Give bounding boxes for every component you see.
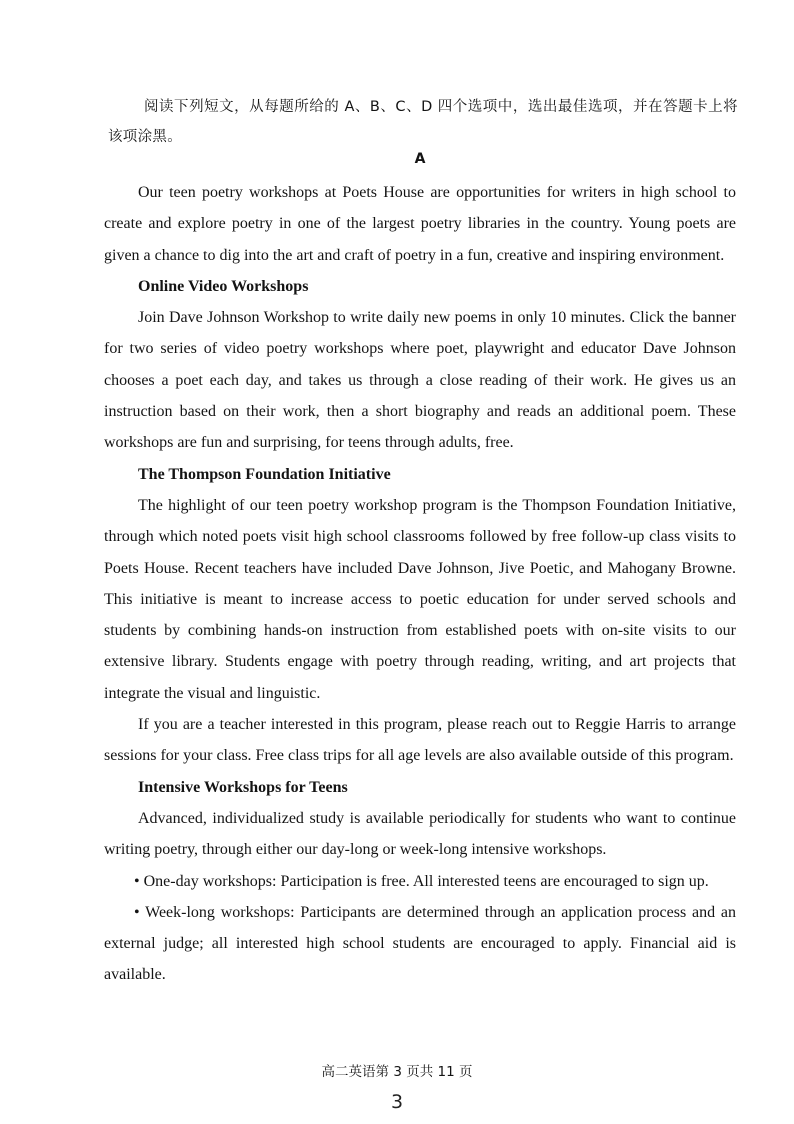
thompson-initiative-heading: The Thompson Foundation Initiative: [138, 465, 391, 483]
page-footer: 高二英语第 3 页共 11 页: [321, 1064, 473, 1080]
week-long-workshops-item: • Week-long workshops: Participants are determined through an application process and an external judge; all interested high school students are encouraged to apply. Financial aid is available.: [104, 903, 736, 984]
page-number: 3: [390, 1091, 404, 1113]
one-day-workshops-item: • One-day workshops: Participation is free. All interested teens are encouraged to sign up.: [134, 872, 709, 890]
online-workshops-paragraph: Join Dave Johnson Workshop to write daily new poems in only 10 minutes. Click the banner for two series of video poetry workshops where poet, playwright and educator Dave Johnson chooses a poet each day, and takes us through a close reading of their work. He gives us an instruction based on their work, then a short biography and reads an additional poem. These workshops are fun and surprising, for teens through adults, free.: [104, 309, 736, 452]
intensive-workshops-heading: Intensive Workshops for Teens: [138, 778, 348, 796]
intensive-workshops-paragraph: Advanced, individualized study is available periodically for students who want to continue writing poetry, through either our day-long or week-long intensive workshops.: [104, 809, 736, 859]
passage-label: A: [414, 151, 426, 167]
intro-paragraph: Our teen poetry workshops at Poets House are opportunities for writers in high school to create and explore poetry in one of the largest poetry libraries in the country. Young poets are given a chance to dig into the art and craft of poetry in a fun, creative and inspiring environment.: [104, 184, 736, 264]
reading-instructions: 阅读下列短文，从每题所给的 A、B、C、D 四个选项中，选出最佳选项，并在答题卡上将该项涂黑。: [108, 99, 738, 145]
passage-body: [104, 177, 736, 991]
thompson-initiative-paragraph: The highlight of our teen poetry workshop program is the Thompson Foundation Initiative, through which noted poets visit high school classrooms followed by free follow-up class visits to Poets House. Recent teachers have included Dave Johnson, Jive Poetic, and Mahogany Browne. This initiative is meant to increase access to poetic education for under served schools and students by combining hands-on instruction from established poets with on-site visits to our extensive library. Students engage with poetry through reading, writing, and art projects that integrate the visual and linguistic.: [104, 496, 736, 702]
online-workshops-heading: Online Video Workshops: [138, 277, 309, 295]
teacher-contact-paragraph: If you are a teacher interested in this program, please reach out to Reggie Harris to arrange sessions for your class. Free class trips for all age levels are also available outside of this program.: [104, 716, 736, 765]
